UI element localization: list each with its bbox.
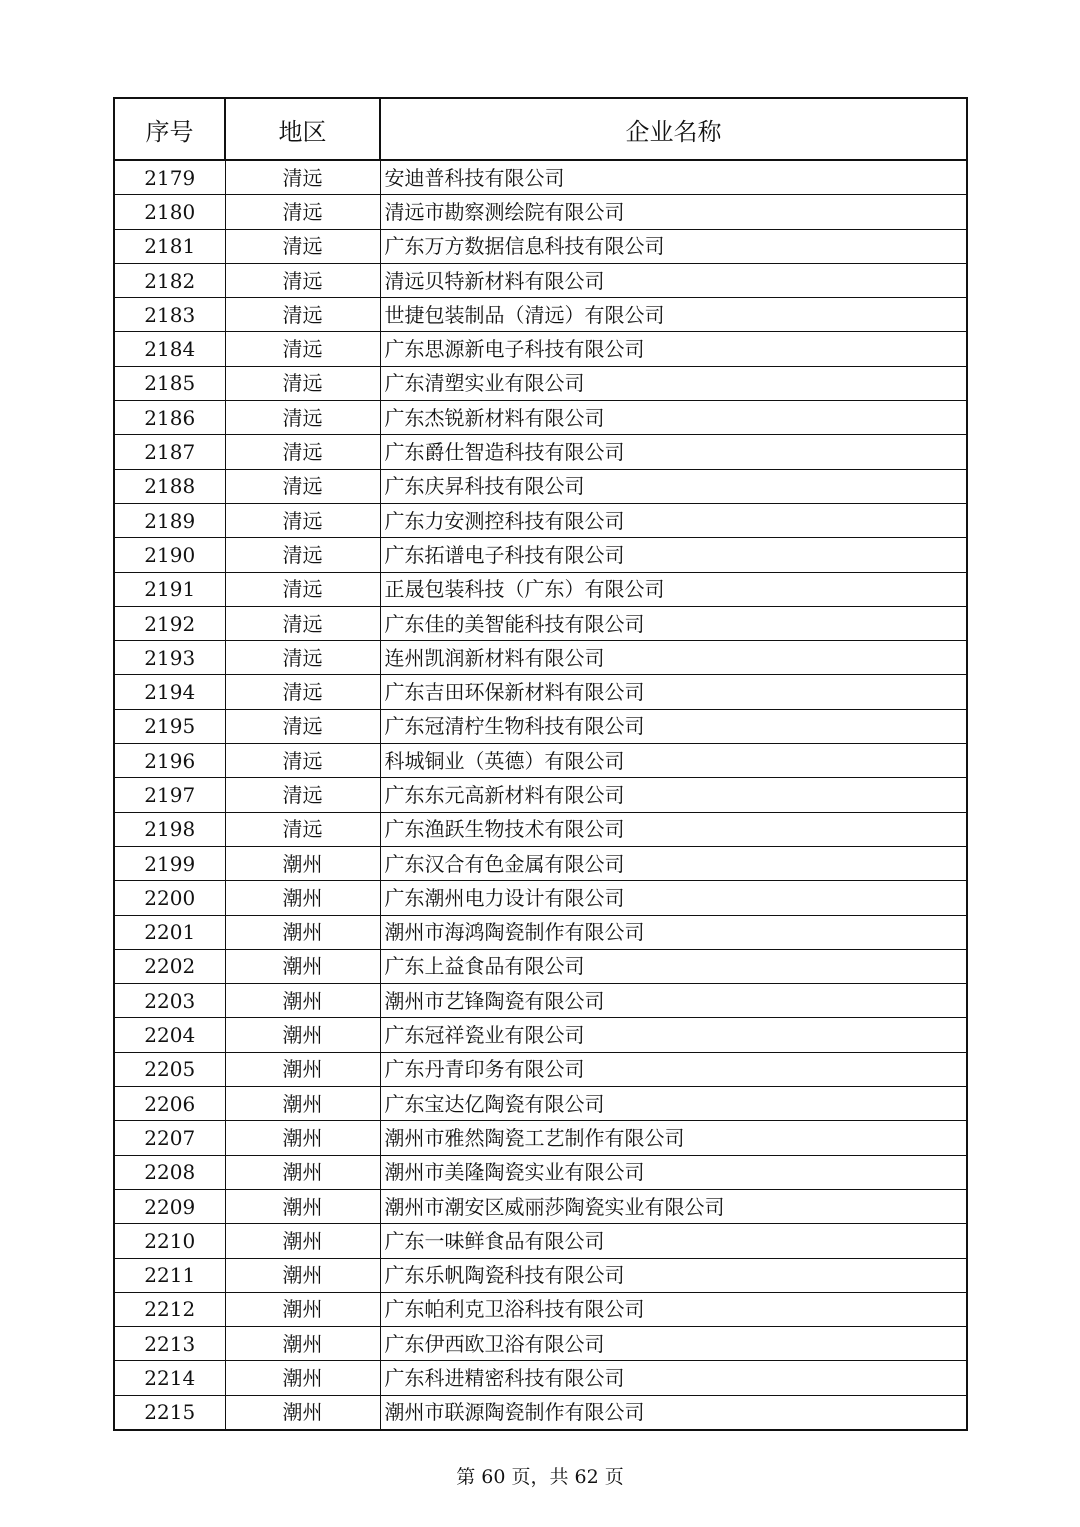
row-company-name: 广东宝达亿陶瓷有限公司 bbox=[380, 1087, 967, 1121]
row-region: 清远 bbox=[225, 229, 380, 263]
row-company-name: 广东冠清柠生物科技有限公司 bbox=[380, 709, 967, 743]
table-row bbox=[114, 572, 967, 606]
row-index: 2187 bbox=[114, 435, 225, 469]
table-row bbox=[114, 778, 967, 812]
row-index: 2200 bbox=[114, 881, 225, 915]
row-index: 2210 bbox=[114, 1224, 225, 1258]
row-company-name: 潮州市雅然陶瓷工艺制作有限公司 bbox=[380, 1121, 967, 1155]
row-index: 2195 bbox=[114, 709, 225, 743]
row-index: 2215 bbox=[114, 1395, 225, 1430]
table-row bbox=[114, 1258, 967, 1292]
row-company-name: 清远市勘察测绘院有限公司 bbox=[380, 195, 967, 229]
table-row bbox=[114, 846, 967, 880]
table-row bbox=[114, 1121, 967, 1155]
row-company-name: 世捷包装制品（清远）有限公司 bbox=[380, 298, 967, 332]
table-row bbox=[114, 195, 967, 229]
row-company-name: 正晟包装科技（广东）有限公司 bbox=[380, 572, 967, 606]
table-row bbox=[114, 538, 967, 572]
table-row bbox=[114, 1155, 967, 1189]
row-index: 2188 bbox=[114, 469, 225, 503]
row-index: 2211 bbox=[114, 1258, 225, 1292]
row-region: 潮州 bbox=[225, 1189, 380, 1223]
row-index: 2208 bbox=[114, 1155, 225, 1189]
row-index: 2180 bbox=[114, 195, 225, 229]
row-index: 2194 bbox=[114, 675, 225, 709]
row-company-name: 广东庆昇科技有限公司 bbox=[380, 469, 967, 503]
row-index: 2192 bbox=[114, 606, 225, 640]
row-region: 潮州 bbox=[225, 881, 380, 915]
row-region: 潮州 bbox=[225, 1361, 380, 1395]
page-footer: 第 60 页，共 62 页 bbox=[456, 1466, 624, 1488]
table-row bbox=[114, 641, 967, 675]
row-index: 2209 bbox=[114, 1189, 225, 1223]
row-index: 2179 bbox=[114, 160, 225, 195]
row-index: 2196 bbox=[114, 744, 225, 778]
table-row bbox=[114, 915, 967, 949]
table-row bbox=[114, 1292, 967, 1326]
row-company-name: 广东伊西欧卫浴有限公司 bbox=[380, 1327, 967, 1361]
table-row bbox=[114, 1018, 967, 1052]
row-company-name: 广东清塑实业有限公司 bbox=[380, 366, 967, 400]
row-region: 潮州 bbox=[225, 1395, 380, 1430]
row-company-name: 潮州市艺锋陶瓷有限公司 bbox=[380, 984, 967, 1018]
row-region: 潮州 bbox=[225, 1018, 380, 1052]
row-region: 清远 bbox=[225, 469, 380, 503]
row-company-name: 广东力安测控科技有限公司 bbox=[380, 503, 967, 537]
row-region: 清远 bbox=[225, 812, 380, 846]
table-row bbox=[114, 366, 967, 400]
row-region: 清远 bbox=[225, 195, 380, 229]
header-region: 地区 bbox=[225, 98, 380, 160]
row-index: 2212 bbox=[114, 1292, 225, 1326]
row-company-name: 广东一味鲜食品有限公司 bbox=[380, 1224, 967, 1258]
row-region: 清远 bbox=[225, 401, 380, 435]
table-row bbox=[114, 744, 967, 778]
row-region: 潮州 bbox=[225, 1052, 380, 1086]
row-region: 清远 bbox=[225, 641, 380, 675]
row-region: 潮州 bbox=[225, 1121, 380, 1155]
row-region: 清远 bbox=[225, 538, 380, 572]
table-row bbox=[114, 709, 967, 743]
table-row bbox=[114, 401, 967, 435]
row-index: 2203 bbox=[114, 984, 225, 1018]
row-index: 2207 bbox=[114, 1121, 225, 1155]
row-company-name: 广东万方数据信息科技有限公司 bbox=[380, 229, 967, 263]
row-region: 清远 bbox=[225, 503, 380, 537]
table-row bbox=[114, 1327, 967, 1361]
header-index: 序号 bbox=[114, 98, 225, 160]
table-row bbox=[114, 503, 967, 537]
table-row bbox=[114, 812, 967, 846]
table-row bbox=[114, 229, 967, 263]
table-row bbox=[114, 1087, 967, 1121]
row-region: 潮州 bbox=[225, 984, 380, 1018]
table-row bbox=[114, 332, 967, 366]
table-row bbox=[114, 160, 967, 195]
row-index: 2201 bbox=[114, 915, 225, 949]
row-company-name: 广东汉合有色金属有限公司 bbox=[380, 846, 967, 880]
row-region: 清远 bbox=[225, 778, 380, 812]
row-index: 2198 bbox=[114, 812, 225, 846]
row-region: 潮州 bbox=[225, 1292, 380, 1326]
table-row bbox=[114, 881, 967, 915]
row-region: 清远 bbox=[225, 332, 380, 366]
row-region: 潮州 bbox=[225, 949, 380, 983]
row-index: 2183 bbox=[114, 298, 225, 332]
table-row bbox=[114, 263, 967, 297]
row-region: 潮州 bbox=[225, 1258, 380, 1292]
row-region: 潮州 bbox=[225, 915, 380, 949]
row-region: 潮州 bbox=[225, 1155, 380, 1189]
table-row bbox=[114, 1224, 967, 1258]
row-region: 潮州 bbox=[225, 1327, 380, 1361]
row-company-name: 科城铜业（英德）有限公司 bbox=[380, 744, 967, 778]
table-row bbox=[114, 949, 967, 983]
row-company-name: 广东潮州电力设计有限公司 bbox=[380, 881, 967, 915]
table-header-row bbox=[114, 98, 967, 160]
table-row bbox=[114, 298, 967, 332]
row-index: 2214 bbox=[114, 1361, 225, 1395]
row-company-name: 广东帕利克卫浴科技有限公司 bbox=[380, 1292, 967, 1326]
row-index: 2193 bbox=[114, 641, 225, 675]
row-company-name: 潮州市海鸿陶瓷制作有限公司 bbox=[380, 915, 967, 949]
row-region: 清远 bbox=[225, 435, 380, 469]
row-company-name: 广东佳的美智能科技有限公司 bbox=[380, 606, 967, 640]
row-index: 2189 bbox=[114, 503, 225, 537]
row-region: 清远 bbox=[225, 709, 380, 743]
table-row bbox=[114, 675, 967, 709]
row-region: 清远 bbox=[225, 298, 380, 332]
table-row bbox=[114, 984, 967, 1018]
row-company-name: 广东上益食品有限公司 bbox=[380, 949, 967, 983]
row-index: 2204 bbox=[114, 1018, 225, 1052]
header-company: 企业名称 bbox=[380, 98, 967, 160]
table-row bbox=[114, 1052, 967, 1086]
table-row bbox=[114, 435, 967, 469]
row-region: 清远 bbox=[225, 606, 380, 640]
row-company-name: 广东吉田环保新材料有限公司 bbox=[380, 675, 967, 709]
row-company-name: 广东拓谱电子科技有限公司 bbox=[380, 538, 967, 572]
row-company-name: 广东科进精密科技有限公司 bbox=[380, 1361, 967, 1395]
row-company-name: 广东东元高新材料有限公司 bbox=[380, 778, 967, 812]
row-region: 潮州 bbox=[225, 1224, 380, 1258]
row-company-name: 广东爵仕智造科技有限公司 bbox=[380, 435, 967, 469]
row-index: 2202 bbox=[114, 949, 225, 983]
company-list-table bbox=[113, 97, 968, 1431]
row-company-name: 广东冠祥瓷业有限公司 bbox=[380, 1018, 967, 1052]
row-company-name: 潮州市联源陶瓷制作有限公司 bbox=[380, 1395, 967, 1430]
row-region: 潮州 bbox=[225, 1087, 380, 1121]
row-region: 清远 bbox=[225, 675, 380, 709]
row-index: 2213 bbox=[114, 1327, 225, 1361]
table-row bbox=[114, 1395, 967, 1430]
row-index: 2185 bbox=[114, 366, 225, 400]
row-region: 清远 bbox=[225, 160, 380, 195]
row-company-name: 广东杰锐新材料有限公司 bbox=[380, 401, 967, 435]
row-region: 清远 bbox=[225, 366, 380, 400]
table-row bbox=[114, 1189, 967, 1223]
table-row bbox=[114, 469, 967, 503]
row-company-name: 潮州市美隆陶瓷实业有限公司 bbox=[380, 1155, 967, 1189]
row-region: 潮州 bbox=[225, 846, 380, 880]
row-index: 2181 bbox=[114, 229, 225, 263]
row-company-name: 潮州市潮安区威丽莎陶瓷实业有限公司 bbox=[380, 1189, 967, 1223]
row-index: 2197 bbox=[114, 778, 225, 812]
row-index: 2190 bbox=[114, 538, 225, 572]
row-index: 2186 bbox=[114, 401, 225, 435]
row-company-name: 安迪普科技有限公司 bbox=[380, 160, 967, 195]
row-index: 2184 bbox=[114, 332, 225, 366]
row-company-name: 广东渔跃生物技术有限公司 bbox=[380, 812, 967, 846]
row-company-name: 广东乐帆陶瓷科技有限公司 bbox=[380, 1258, 967, 1292]
row-region: 清远 bbox=[225, 263, 380, 297]
row-index: 2182 bbox=[114, 263, 225, 297]
row-region: 清远 bbox=[225, 572, 380, 606]
table-row bbox=[114, 1361, 967, 1395]
row-index: 2199 bbox=[114, 846, 225, 880]
table-row bbox=[114, 606, 967, 640]
row-index: 2205 bbox=[114, 1052, 225, 1086]
row-index: 2191 bbox=[114, 572, 225, 606]
row-company-name: 连州凯润新材料有限公司 bbox=[380, 641, 967, 675]
row-company-name: 广东思源新电子科技有限公司 bbox=[380, 332, 967, 366]
row-region: 清远 bbox=[225, 744, 380, 778]
table-body bbox=[114, 160, 967, 1430]
row-company-name: 广东丹青印务有限公司 bbox=[380, 1052, 967, 1086]
row-index: 2206 bbox=[114, 1087, 225, 1121]
row-company-name: 清远贝特新材料有限公司 bbox=[380, 263, 967, 297]
